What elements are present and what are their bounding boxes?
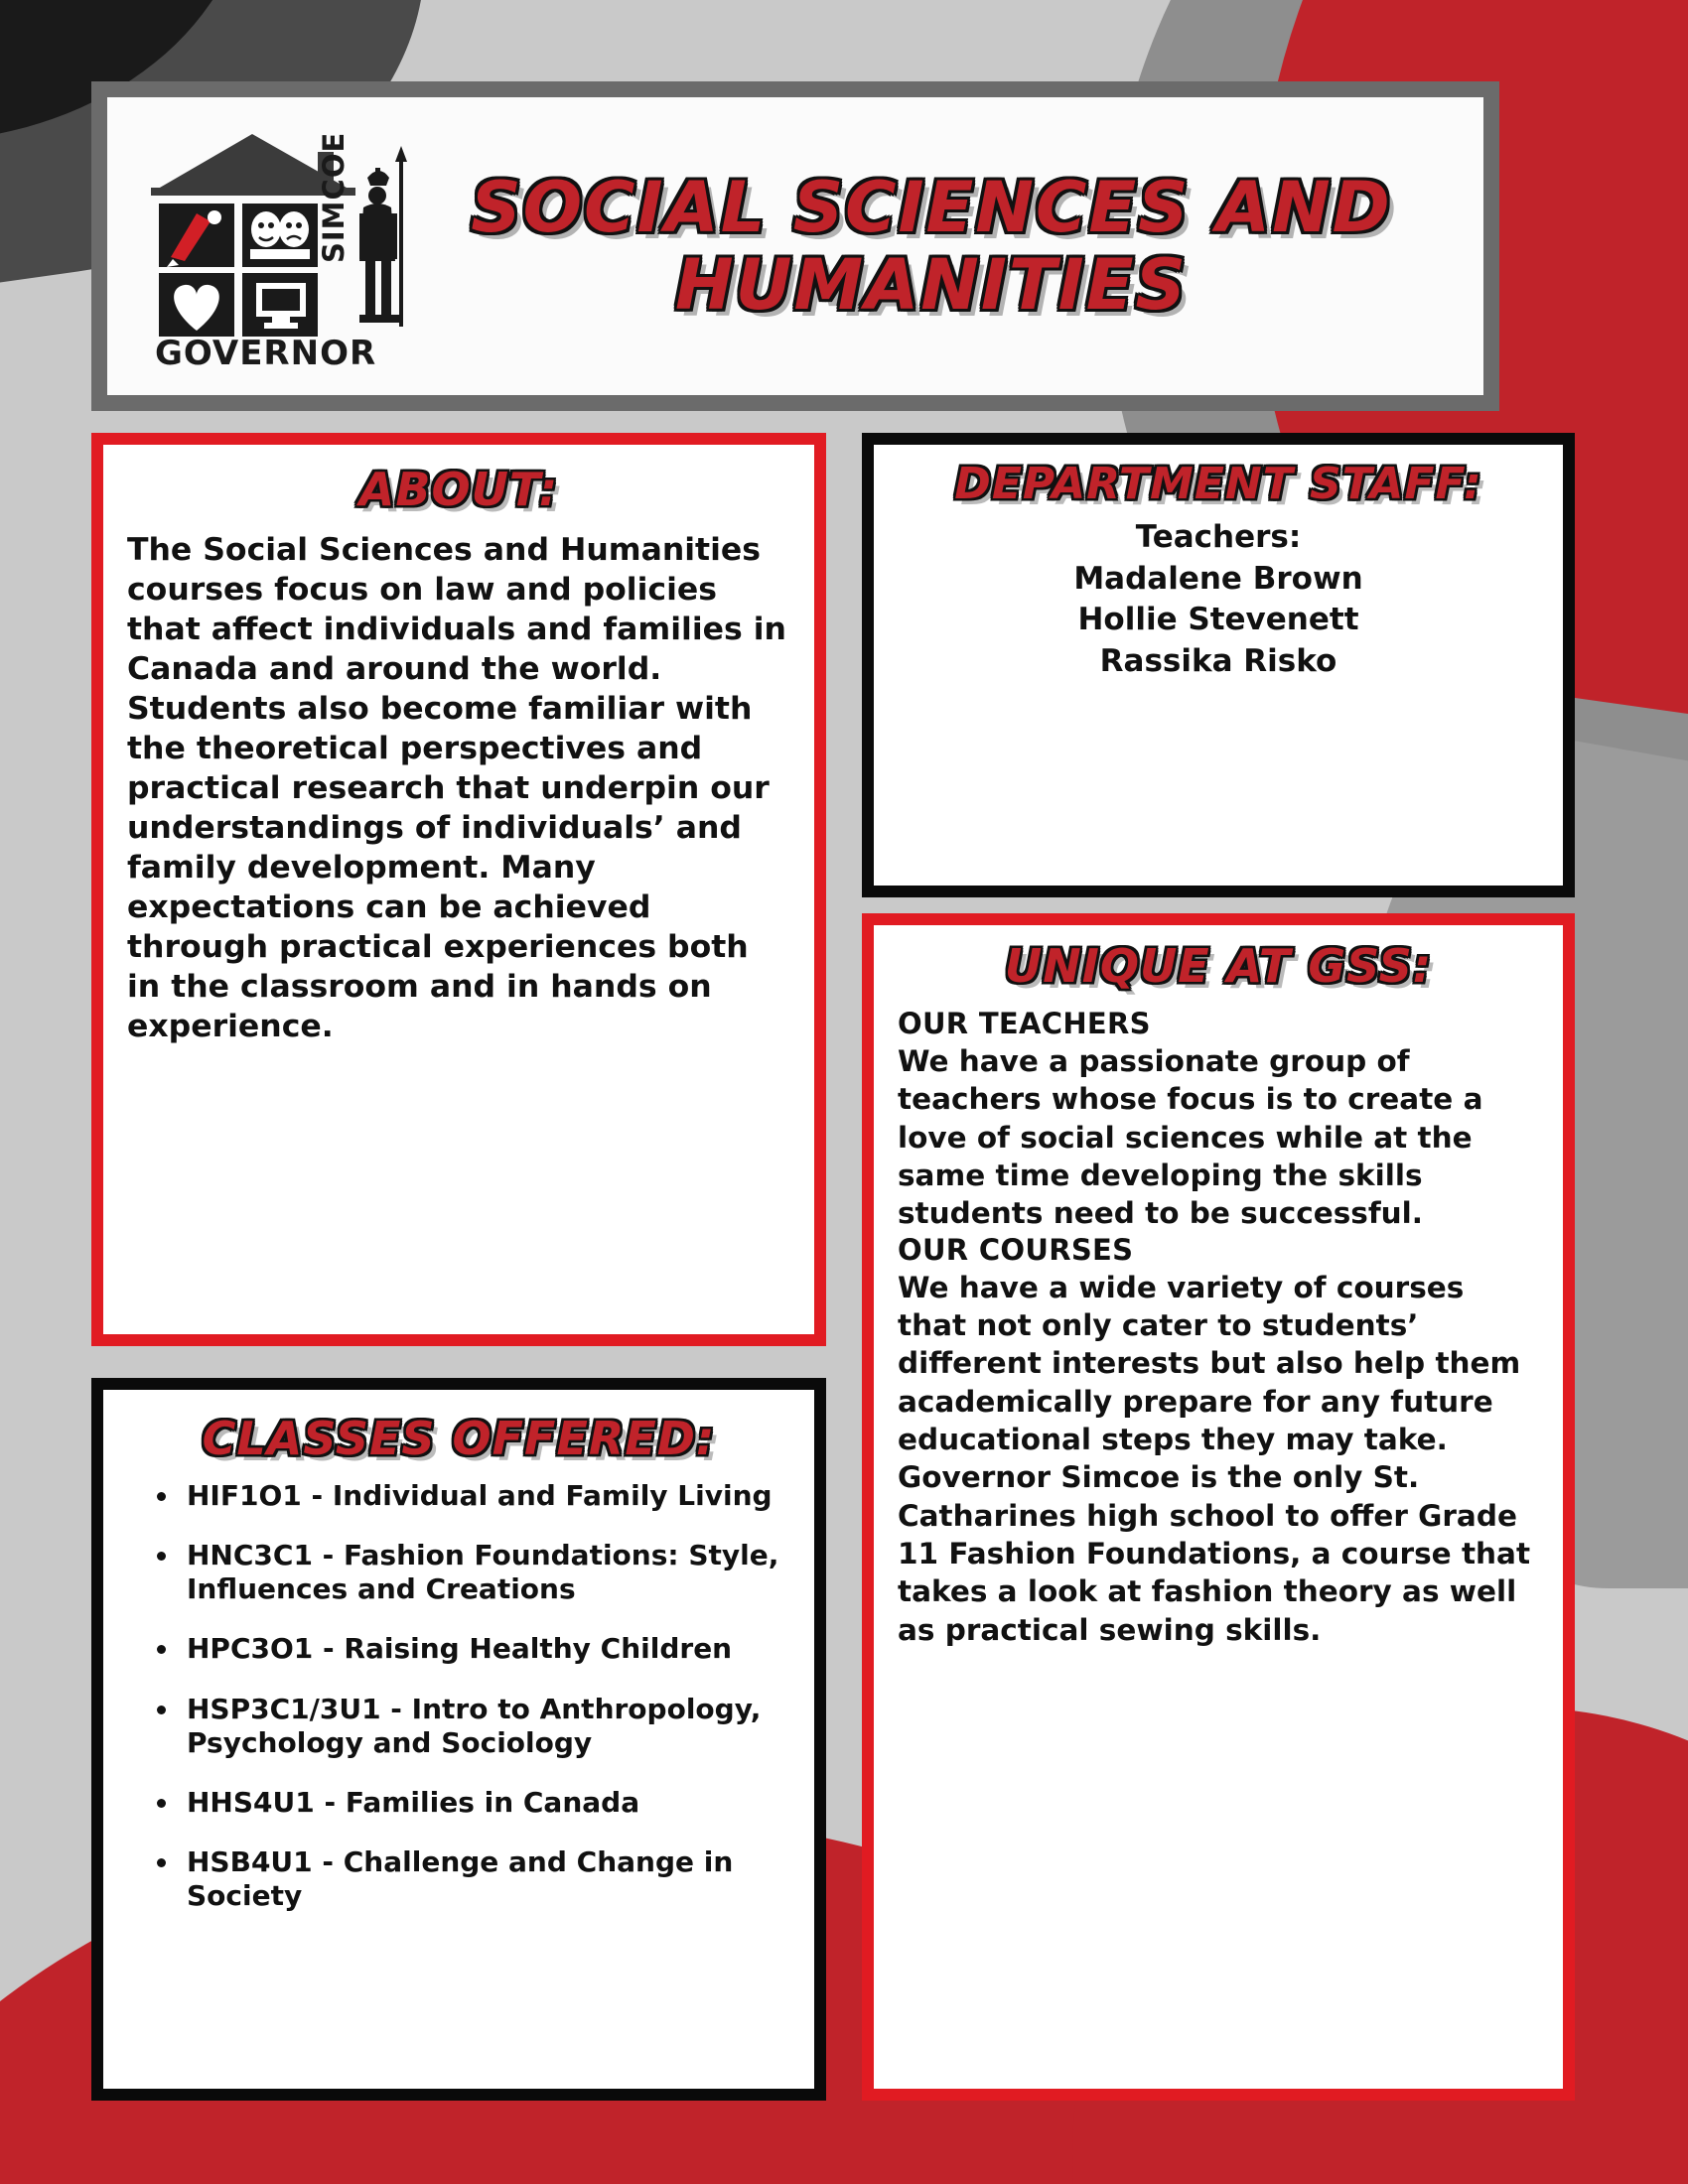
classes-offered-heading: CLASSES OFFERED:: [202, 1412, 716, 1465]
department-staff-heading: DEPARTMENT STAFF:: [954, 459, 1482, 509]
svg-text:GOVERNOR: GOVERNOR: [155, 334, 377, 373]
unique-section-teachers: [898, 1007, 1539, 1233]
school-logo: [133, 118, 419, 374]
staff-label: Teachers:: [1135, 519, 1302, 555]
page-title-line-1: SOCIAL SCIENCES AND: [471, 166, 1392, 248]
staff-list: [894, 517, 1543, 682]
unique-closing-paragraph: Governor Simcoe is the only St. Catharines high school to offer Grade 11 Fashion Foundations, a course that takes a look at fashion theory as well as practical sewing skills.: [898, 1460, 1531, 1647]
unique-subheading-our-teachers: OUR TEACHERS: [898, 1007, 1151, 1040]
staff-member: Rassika Risko: [1099, 642, 1337, 679]
list-item: • HIF1O1 - Individual and Family Living: [181, 1479, 792, 1513]
unique-section-courses: [898, 1233, 1539, 1459]
list-item: • HSP3C1/3U1 - Intro to Anthropology, Psychology and Sociology: [181, 1693, 792, 1760]
staff-member: Hollie Stevenett: [1077, 602, 1359, 638]
svg-text:SIMCOE: SIMCOE: [317, 131, 351, 263]
header-banner: [91, 81, 1499, 411]
classes-offered-panel: [91, 1378, 826, 2101]
about-body: The Social Sciences and Humanities courses focus on law and policies that affect individuals and families in Canada and around the world. Students also become familiar with the theoretical perspectives and practical research that underpin our understandings of individuals’ and family development. Many expectations can be achieved through practical experiences both in the classroom and in hands on experience.: [127, 532, 786, 1044]
department-staff-panel: [862, 433, 1575, 897]
list-item: • HSB4U1 - Challenge and Change in Society: [181, 1845, 792, 1913]
about-heading: ABOUT:: [358, 463, 559, 516]
unique-at-gss-panel: [862, 913, 1575, 2101]
staff-member: Madalene Brown: [1073, 560, 1363, 597]
list-item: • HHS4U1 - Families in Canada: [181, 1786, 792, 1820]
course-list: [125, 1479, 792, 1913]
unique-at-gss-heading: UNIQUE AT GSS:: [1004, 939, 1433, 993]
page-title: [419, 166, 1483, 326]
list-item: • HNC3C1 - Fashion Foundations: Style, Influences and Creations: [181, 1539, 792, 1606]
page-title-line-2: HUMANITIES: [675, 244, 1188, 326]
about-panel: [91, 433, 826, 1346]
list-item: • HPC3O1 - Raising Healthy Children: [181, 1632, 792, 1666]
unique-subheading-our-courses: OUR COURSES: [898, 1232, 1134, 1267]
unique-body-our-courses: We have a wide variety of courses that not only cater to students’ different interests but also help them academically prepare for any future educational steps they may take.: [898, 1270, 1521, 1457]
unique-body-our-teachers: We have a passionate group of teachers whose focus is to create a love of social sciences while at the same time developing the skills students need to be successful.: [898, 1044, 1483, 1231]
